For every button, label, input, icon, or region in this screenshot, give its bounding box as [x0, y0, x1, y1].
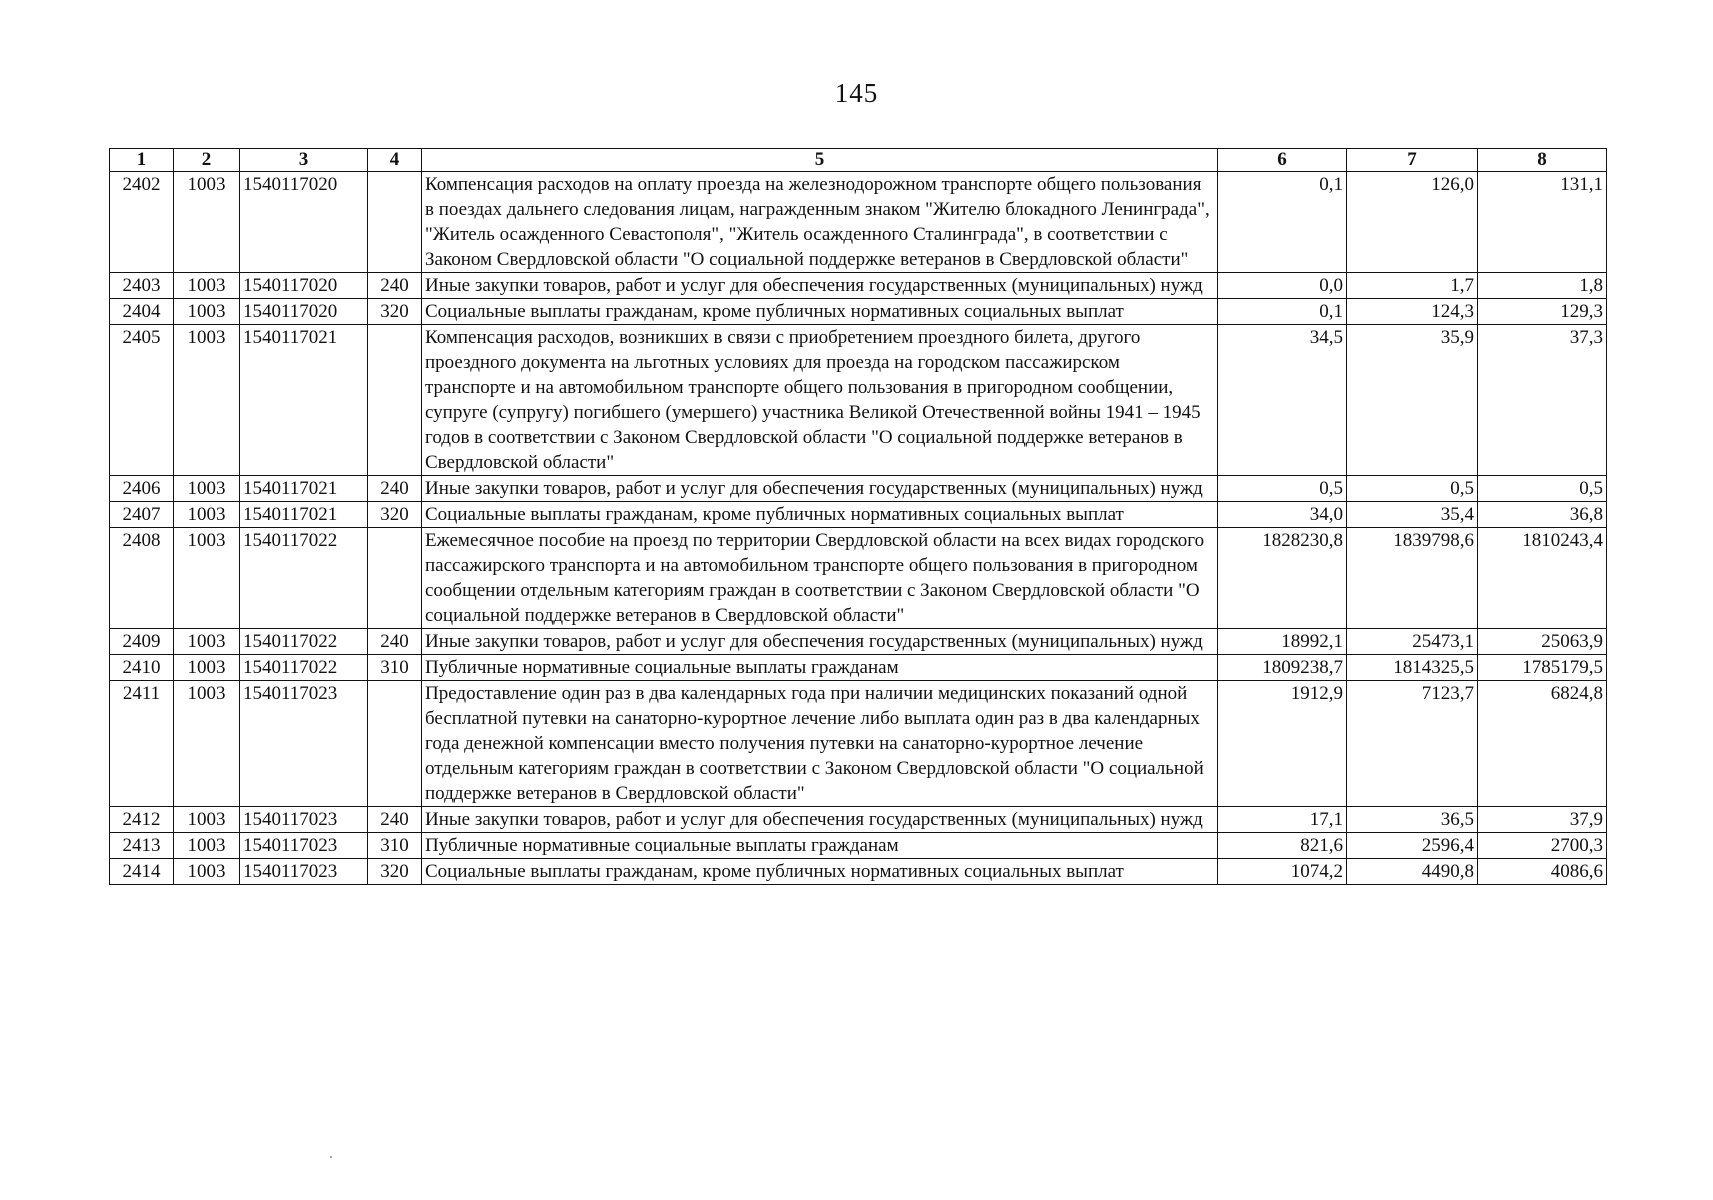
cell-description: Иные закупки товаров, работ и услуг для обеспечения государственных (муниципальных) нужд [422, 807, 1218, 833]
cell-amount-col7: 1814325,5 [1347, 655, 1478, 681]
cell-expense-type [368, 528, 422, 629]
cell-description: Публичные нормативные социальные выплаты гражданам [422, 655, 1218, 681]
cell-amount-col6: 34,5 [1218, 325, 1347, 476]
cell-article-code: 1540117023 [240, 833, 368, 859]
cell-article-code: 1540117021 [240, 325, 368, 476]
cell-amount-col8: 131,1 [1478, 172, 1607, 273]
table-row [110, 681, 1607, 807]
cell-description: Предоставление один раз в два календарных года при наличии медицинских показаний одной бесплатной путевки на санаторно-курортное лечение либо выплата один раз в два календарных года денежной компенсации вместо получения путевки на санаторно-курортное лечение отдельным категориям граждан в соответствии с Законом Свердловской области "О социальной поддержке ветеранов в Свердловской области" [422, 681, 1218, 807]
cell-line-number: 2405 [110, 325, 174, 476]
cell-amount-col8: 36,8 [1478, 502, 1607, 528]
cell-description: Иные закупки товаров, работ и услуг для обеспечения государственных (муниципальных) нужд [422, 629, 1218, 655]
table-row [110, 476, 1607, 502]
cell-amount-col7: 2596,4 [1347, 833, 1478, 859]
cell-amount-col6: 821,6 [1218, 833, 1347, 859]
cell-amount-col6: 18992,1 [1218, 629, 1347, 655]
cell-amount-col7: 35,9 [1347, 325, 1478, 476]
cell-expense-type: 310 [368, 655, 422, 681]
cell-amount-col7: 124,3 [1347, 299, 1478, 325]
cell-description: Социальные выплаты гражданам, кроме публичных нормативных социальных выплат [422, 859, 1218, 885]
cell-amount-col8: 25063,9 [1478, 629, 1607, 655]
header-col-5: 5 [422, 149, 1218, 172]
cell-section-code: 1003 [174, 273, 240, 299]
cell-amount-col6: 1912,9 [1218, 681, 1347, 807]
cell-expense-type: 320 [368, 859, 422, 885]
cell-amount-col7: 7123,7 [1347, 681, 1478, 807]
cell-amount-col8: 1,8 [1478, 273, 1607, 299]
header-col-1: 1 [110, 149, 174, 172]
table-row [110, 629, 1607, 655]
header-col-3: 3 [240, 149, 368, 172]
table-row [110, 502, 1607, 528]
cell-line-number: 2406 [110, 476, 174, 502]
header-col-2: 2 [174, 149, 240, 172]
table-row [110, 172, 1607, 273]
cell-expense-type [368, 681, 422, 807]
cell-amount-col8: 6824,8 [1478, 681, 1607, 807]
cell-description: Иные закупки товаров, работ и услуг для обеспечения государственных (муниципальных) нужд [422, 273, 1218, 299]
cell-description: Компенсация расходов, возникших в связи с приобретением проездного билета, другого проездного документа на льготных условиях для проезда на городском пассажирском транспорте и на автомобильном транспорте общего пользования в пригородном сообщении, супруге (супругу) погибшего (умершего) участника Великой Отечественной войны 1941 – 1945 годов в соответствии с Законом Свердловской области "О социальной поддержке ветеранов в Свердловской области" [422, 325, 1218, 476]
cell-section-code: 1003 [174, 299, 240, 325]
cell-article-code: 1540117021 [240, 502, 368, 528]
cell-amount-col7: 25473,1 [1347, 629, 1478, 655]
cell-expense-type: 240 [368, 807, 422, 833]
cell-article-code: 1540117021 [240, 476, 368, 502]
cell-section-code: 1003 [174, 528, 240, 629]
cell-amount-col6: 0,0 [1218, 273, 1347, 299]
cell-line-number: 2402 [110, 172, 174, 273]
cell-description: Социальные выплаты гражданам, кроме публичных нормативных социальных выплат [422, 299, 1218, 325]
budget-table [109, 148, 1607, 885]
cell-line-number: 2412 [110, 807, 174, 833]
cell-section-code: 1003 [174, 629, 240, 655]
cell-amount-col7: 36,5 [1347, 807, 1478, 833]
cell-amount-col7: 1839798,6 [1347, 528, 1478, 629]
cell-line-number: 2408 [110, 528, 174, 629]
cell-line-number: 2404 [110, 299, 174, 325]
cell-expense-type: 320 [368, 502, 422, 528]
cell-article-code: 1540117020 [240, 273, 368, 299]
cell-line-number: 2414 [110, 859, 174, 885]
cell-amount-col6: 1809238,7 [1218, 655, 1347, 681]
header-col-7: 7 [1347, 149, 1478, 172]
cell-section-code: 1003 [174, 325, 240, 476]
table-row [110, 528, 1607, 629]
cell-expense-type: 320 [368, 299, 422, 325]
cell-section-code: 1003 [174, 655, 240, 681]
cell-expense-type [368, 172, 422, 273]
cell-article-code: 1540117022 [240, 528, 368, 629]
cell-amount-col8: 1785179,5 [1478, 655, 1607, 681]
cell-amount-col7: 126,0 [1347, 172, 1478, 273]
cell-expense-type: 310 [368, 833, 422, 859]
scan-speck [330, 1156, 332, 1158]
cell-expense-type: 240 [368, 476, 422, 502]
cell-amount-col7: 1,7 [1347, 273, 1478, 299]
cell-amount-col8: 129,3 [1478, 299, 1607, 325]
cell-amount-col6: 0,1 [1218, 172, 1347, 273]
cell-amount-col6: 34,0 [1218, 502, 1347, 528]
cell-section-code: 1003 [174, 807, 240, 833]
cell-section-code: 1003 [174, 833, 240, 859]
cell-expense-type [368, 325, 422, 476]
header-row [110, 149, 1607, 172]
cell-amount-col6: 0,1 [1218, 299, 1347, 325]
cell-amount-col6: 17,1 [1218, 807, 1347, 833]
table-row [110, 655, 1607, 681]
table-row [110, 273, 1607, 299]
cell-article-code: 1540117020 [240, 299, 368, 325]
cell-description: Социальные выплаты гражданам, кроме публичных нормативных социальных выплат [422, 502, 1218, 528]
cell-section-code: 1003 [174, 681, 240, 807]
cell-amount-col7: 35,4 [1347, 502, 1478, 528]
cell-line-number: 2410 [110, 655, 174, 681]
cell-description: Публичные нормативные социальные выплаты гражданам [422, 833, 1218, 859]
cell-section-code: 1003 [174, 502, 240, 528]
cell-article-code: 1540117020 [240, 172, 368, 273]
header-col-4: 4 [368, 149, 422, 172]
cell-article-code: 1540117023 [240, 859, 368, 885]
cell-article-code: 1540117022 [240, 629, 368, 655]
cell-amount-col6: 1074,2 [1218, 859, 1347, 885]
cell-amount-col8: 4086,6 [1478, 859, 1607, 885]
cell-description: Иные закупки товаров, работ и услуг для обеспечения государственных (муниципальных) нужд [422, 476, 1218, 502]
cell-amount-col8: 1810243,4 [1478, 528, 1607, 629]
table-row [110, 299, 1607, 325]
cell-amount-col8: 37,3 [1478, 325, 1607, 476]
cell-expense-type: 240 [368, 629, 422, 655]
cell-line-number: 2411 [110, 681, 174, 807]
header-col-8: 8 [1478, 149, 1607, 172]
header-col-6: 6 [1218, 149, 1347, 172]
cell-amount-col6: 0,5 [1218, 476, 1347, 502]
cell-amount-col7: 4490,8 [1347, 859, 1478, 885]
cell-article-code: 1540117022 [240, 655, 368, 681]
cell-description: Компенсация расходов на оплату проезда на железнодорожном транспорте общего пользования в поездах дальнего следования лицам, награжденным знаком "Жителю блокадного Ленинграда", "Житель осажденного Севастополя", "Житель осажденного Сталинграда", в соответствии с Законом Свердловской области "О социальной поддержке ветеранов в Свердловской области" [422, 172, 1218, 273]
cell-article-code: 1540117023 [240, 681, 368, 807]
table-row [110, 859, 1607, 885]
table-row [110, 807, 1607, 833]
cell-expense-type: 240 [368, 273, 422, 299]
cell-amount-col7: 0,5 [1347, 476, 1478, 502]
cell-line-number: 2409 [110, 629, 174, 655]
cell-amount-col6: 1828230,8 [1218, 528, 1347, 629]
cell-amount-col8: 2700,3 [1478, 833, 1607, 859]
cell-amount-col8: 37,9 [1478, 807, 1607, 833]
cell-section-code: 1003 [174, 859, 240, 885]
table-body [110, 172, 1607, 885]
table-row [110, 833, 1607, 859]
cell-section-code: 1003 [174, 476, 240, 502]
cell-section-code: 1003 [174, 172, 240, 273]
cell-line-number: 2413 [110, 833, 174, 859]
table-row [110, 325, 1607, 476]
page-number: 145 [834, 78, 879, 108]
cell-amount-col8: 0,5 [1478, 476, 1607, 502]
cell-description: Ежемесячное пособие на проезд по территории Свердловской области на всех видах городского пассажирского транспорта и на автомобильном транспорте общего пользования в пригородном сообщении отдельным категориям граждан в соответствии с Законом Свердловской области "О социальной поддержке ветеранов в Свердловской области" [422, 528, 1218, 629]
cell-line-number: 2403 [110, 273, 174, 299]
cell-line-number: 2407 [110, 502, 174, 528]
cell-article-code: 1540117023 [240, 807, 368, 833]
